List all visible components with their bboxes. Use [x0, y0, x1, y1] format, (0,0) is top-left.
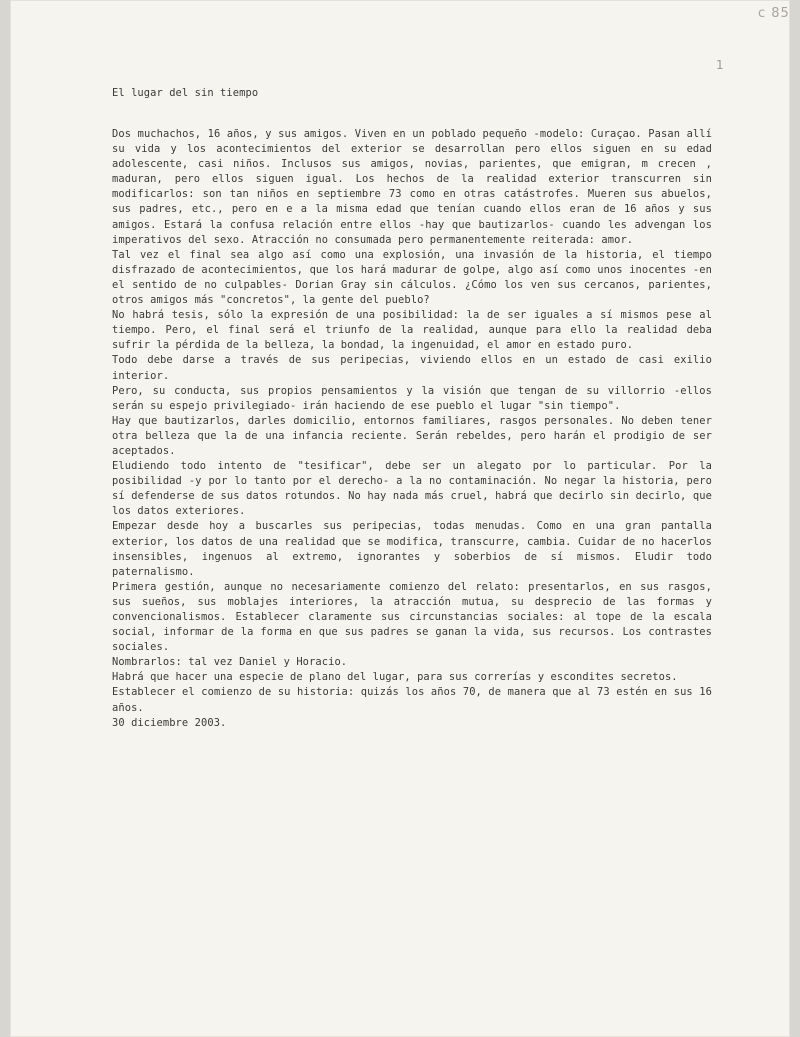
paragraph: Primera gestión, aunque no necesariamente comienzo del relato: presentarlos, en sus rasgos, sus sueños, sus moblajes interiores, la atracción mutua, su desprecio de las formas y convencionalismos. Establecer claramente sus circunstancias sociales: al tope de la escala social, informar de la forma en que sus padres se ganan la vida, sus recursos. Los contrastes sociales.	[112, 580, 712, 654]
paragraph: Todo debe darse a través de sus peripecias, viviendo ellos en un estado de casi exilio interior.	[112, 354, 712, 382]
typed-text-block	[112, 86, 712, 731]
document-date: 30 diciembre 2003.	[112, 716, 227, 729]
paragraph: No habrá tesis, sólo la expresión de una posibilidad: la de ser iguales a sí mismos pese al tiempo. Pero, el final será el triunfo de la realidad, aunque para ello la realidad deba sufrir la pérdida de la belleza, la bondad, la ingenuidad, el amor en estado puro.	[112, 309, 712, 352]
paragraph: Habrá que hacer una especie de plano del lugar, para sus correrías y escondites secretos.	[112, 671, 678, 684]
corner-pencil-mark: 1	[716, 58, 724, 72]
archive-number-mark: c 85	[758, 6, 790, 21]
paragraph: Empezar desde hoy a buscarles sus peripecias, todas menudas. Como en una gran pantalla exterior, los datos de una realidad que se modifica, transcurre, cambia. Cuidar de no hacerlos insensibles, ingenuos al extremo, ignorantes y soberbios de sí mismos. Eludir todo paternalismo.	[112, 520, 712, 578]
paragraph: Nombrarlos: tal vez Daniel y Horacio.	[112, 656, 348, 669]
paragraph: Dos muchachos, 16 años, y sus amigos. Viven en un poblado pequeño -modelo: Curaçao. Pasan allí su vida y los acontecimientos del exterior se desarrollan pero ellos siguen en su edad adolescente, casi niños. Inclusos sus amigos, novias, parientes, que emigran, m crecen , maduran, pero ellos siguen igual. Los hechos de la realidad exterior transcurren sin modificarlos: son tan niños en septiembre 73 como en otras catástrofes. Mueren sus abuelos, sus padres, etc., pero en e a la misma edad que tenían cuando ellos eran de 16 años y sus amigos. Estará la confusa relación entre ellos -hay que bautizarlos- cuando les advengan los imperativos del sexo. Atracción no consumada pero permanentemente reiterada: amor.	[112, 128, 712, 246]
paragraph: Eludiendo todo intento de "tesificar", debe ser un alegato por lo particular. Por la posibilidad -y por lo tanto por el derecho- a la no contaminación. No negar la historia, pero sí defenderse de sus datos rotundos. No hay nada más cruel, habrá que decirlo sin decirlo, que los datos exteriores.	[112, 460, 712, 518]
document-page	[10, 0, 790, 1037]
paragraph: Pero, su conducta, sus propios pensamientos y la visión que tengan de su villorrio -ellos serán su espejo privilegiado- irán haciendo de ese pueblo el lugar "sin tiempo".	[112, 384, 712, 412]
paragraph: Establecer el comienzo de su historia: quizás los años 70, de manera que al 73 estén en sus 16 años.	[112, 686, 712, 714]
document-title: El lugar del sin tiempo	[112, 87, 259, 99]
paragraph: Hay que bautizarlos, darles domicilio, entornos familiares, rasgos personales. No deben tener otra belleza que la de una infancia reciente. Serán rebeldes, pero harán el prodigio de ser aceptados.	[112, 414, 712, 457]
paragraph: Tal vez el final sea algo así como una explosión, una invasión de la historia, el tiempo disfrazado de acontecimientos, que los hará madurar de golpe, algo así como unos inocentes -en el sentido de no culpables- Dorian Gray sin cálculos. ¿Cómo los ven sus cercanos, parientes, otros amigos más "concretos", la gente del pueblo?	[112, 248, 712, 307]
